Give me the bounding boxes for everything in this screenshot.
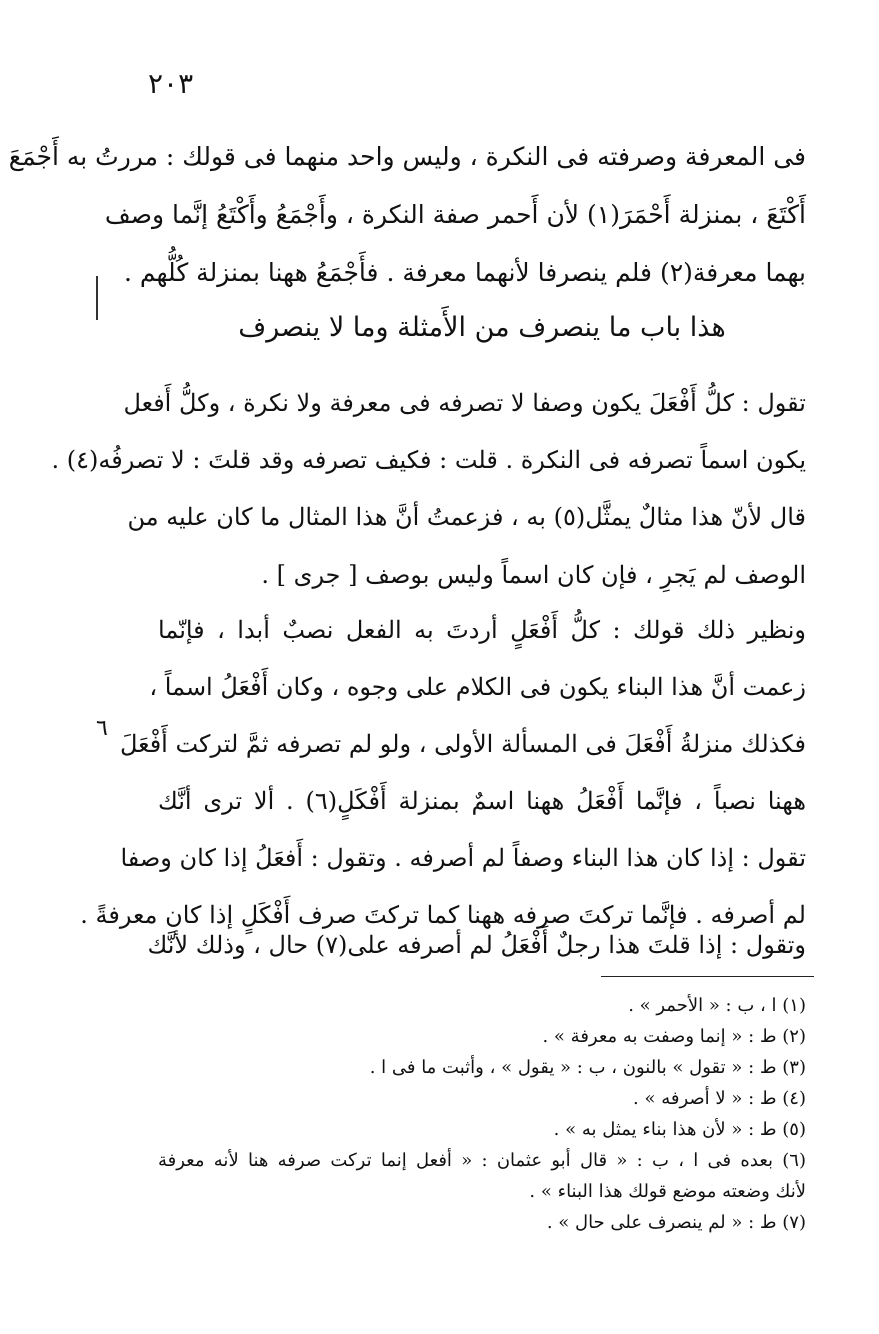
footnote: (١) ا ، ب : « الأحمر » . [628, 995, 806, 1016]
paragraph-2 [51, 375, 806, 489]
text-line: تقول : إذا كان هذا البناء وصفاً لم أصرفه . وتقول : أَفعَلُ إذا كان وصفا [120, 844, 806, 872]
footnote-separator [601, 976, 814, 977]
footnote-continuation: لأنك وضعته موضع قولك هذا البناء » . [529, 1181, 806, 1202]
footnotes [158, 990, 806, 1238]
paragraph-4 [80, 602, 806, 944]
text-line: ههنا نصباً ، فإنَّما أَفْعَلُ ههنا اسمٌ بمنزلة أَفْكَلٍ(٦) . ألا ترى أنَّك [158, 787, 806, 815]
paragraph-3 [127, 488, 806, 604]
text-line: ونظير ذلك قولك : كلُّ أَفْعَلٍ أردتَ به الفعل نصبٌ أبدا ، فإنّما [158, 616, 806, 644]
footnote: (٥) ط : « لأن هذا بناء يمثل به » . [553, 1119, 806, 1140]
text-line: بهما معرفة(٢) فلم ينصرفا لأنهما معرفة . فأَجْمَعُ ههنا بمنزلة كُلُّهم . [124, 258, 806, 287]
margin-rule [96, 276, 98, 320]
paragraph-1 [8, 128, 806, 302]
text-line: فى المعرفة وصرفته فى النكرة ، وليس واحد منهما فى قولك : مررتُ به أَجْمَعَ [8, 142, 806, 171]
text-line: الوصف لم يَجرِ ، فإن كان اسماً وليس بوصف [ جرى ] . [261, 561, 806, 589]
text-line: فكذلك منزلةُ أَفْعَلَ فى المسألة الأولى ، ولو لم تصرفه ثمَّ لتركت أَفْعَلَ [119, 730, 806, 758]
text-line: يكون اسماً تصرفه فى النكرة . قلت : فكيف تصرفه وقد قلتَ : لا تصرفُه(٤) . [51, 446, 806, 474]
paragraph-5 [147, 917, 806, 973]
footnote: (٧) ط : « لم ينصرف على حال » . [546, 1212, 806, 1233]
footnote: (٣) ط : « تقول » بالنون ، ب : « يقول » ، وأثبت ما فى ا . [369, 1057, 806, 1078]
chapter-heading: هذا باب ما ينصرف من الأَمثلة وما لا ينصرف [238, 312, 726, 343]
text-line: لم أصرفه . فإنَّما تركتَ صرفه ههنا كما تركتَ صرف أَفْكَلٍ إذا كان معرفةً . [80, 901, 806, 929]
footnote: (٢) ط : « إنما وصفت به معرفة » . [542, 1026, 806, 1047]
footnote: (٦) بعده فى ا ، ب : « قال أبو عثمان : « أفعل إنما تركت صرفه هنا لأنه معرفة [158, 1150, 806, 1171]
page-number: ٢٠٣ [148, 67, 194, 100]
footnote: (٤) ط : « لا أصرفه » . [633, 1088, 806, 1109]
text-line: أَكْتَعَ ، بمنزلة أَحْمَرَ(١) لأن أَحمر صفة النكرة ، وأَجْمَعُ وأَكْتَعُ إنَّما وصف [104, 200, 806, 229]
text-line: زعمت أنَّ هذا البناء يكون فى الكلام على وجوه ، وكان أَفْعَلُ اسماً ، [149, 673, 806, 701]
text-line: قال لأنّ هذا مثالٌ يمثَّل(٥) به ، فزعمتُ أنَّ هذا المثال ما كان عليه من [127, 503, 806, 531]
text-line: وتقول : إذا قلتَ هذا رجلٌ أَفْعَلُ لم أصرفه على(٧) حال ، وذلك لأنَّك [147, 931, 806, 959]
margin-line-number: ٦ [96, 716, 108, 741]
text-line: تقول : كلُّ أَفْعَلَ يكون وصفا لا تصرفه فى معرفة ولا نكرة ، وكلُّ أَفعل [123, 389, 806, 417]
